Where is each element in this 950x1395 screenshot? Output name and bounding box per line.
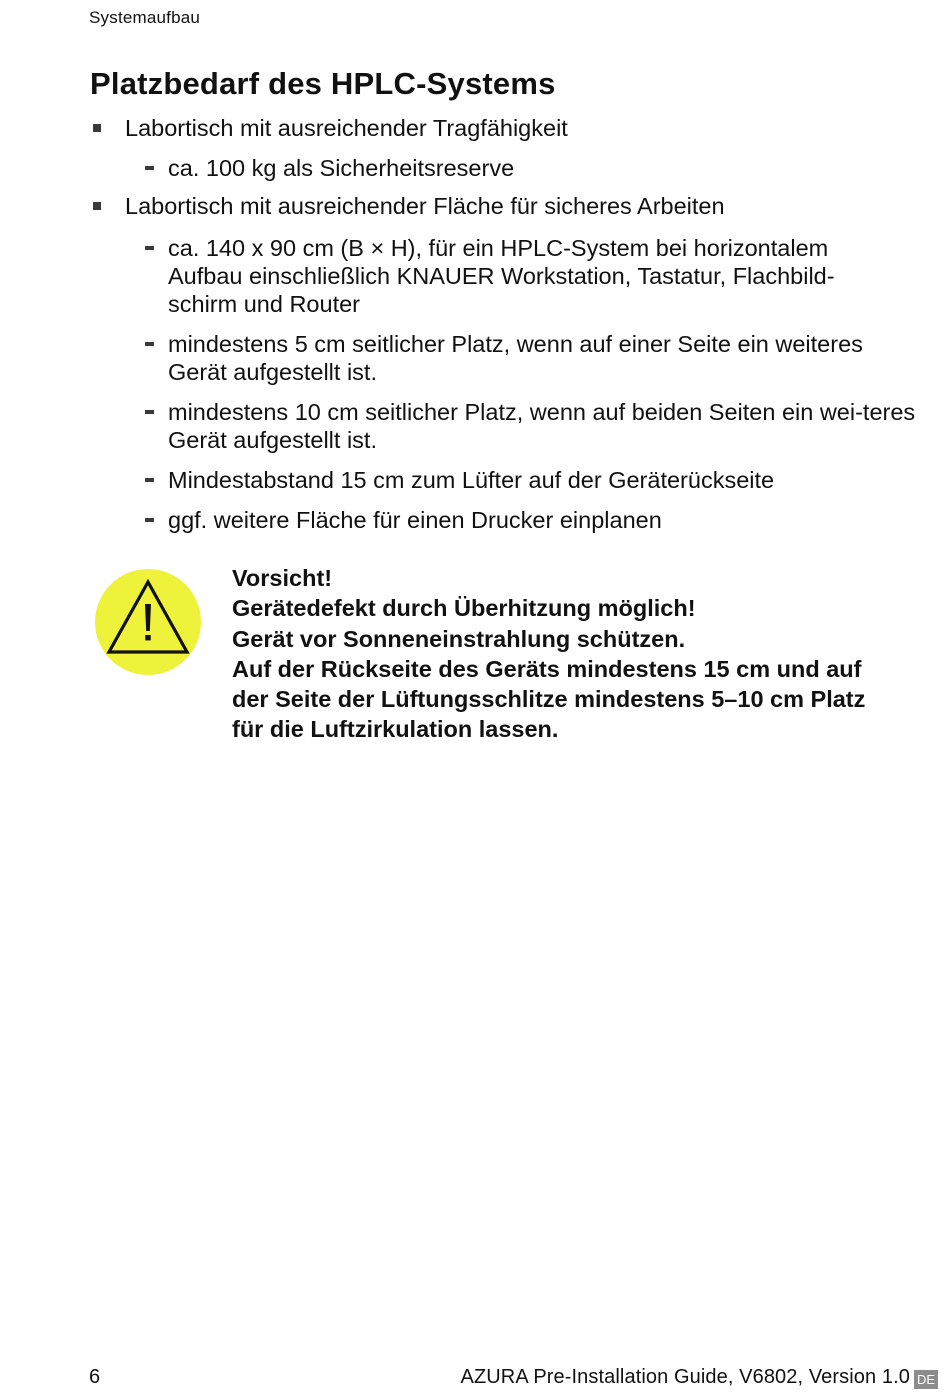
language-badge: DE: [914, 1370, 938, 1389]
caution-heading: Vorsicht!: [232, 565, 333, 591]
footer-document-title: AZURA Pre-Installation Guide, V6802, Version 1.0: [460, 1366, 910, 1388]
dash-bullet-icon: [145, 518, 154, 522]
caution-line: der Seite der Lüftungsschlitze mindestens 5–10 cm Platz: [232, 686, 866, 713]
caution-line: für die Luftzirkulation lassen.: [232, 716, 559, 743]
sub-item-text: mindestens 5 cm seitlicher Platz, wenn auf einer Seite ein weiteres Gerät aufgestellt ist.: [168, 331, 863, 385]
square-bullet-icon: [93, 124, 101, 132]
running-header: Systemaufbau: [89, 8, 201, 27]
sub-item-text: ca. 100 kg als Sicherheitsreserve: [168, 155, 515, 181]
sublist-work-surface: [90, 234, 920, 534]
sub-item: [125, 398, 920, 454]
dash-bullet-icon: [145, 246, 154, 250]
sub-item: [125, 506, 920, 534]
requirements-list: [90, 114, 920, 546]
caution-line: Gerätedefekt durch Überhitzung möglich!: [232, 595, 696, 622]
caution-line: Auf der Rückseite des Geräts mindestens 15 cm und auf: [232, 655, 862, 682]
warning-triangle-icon: [94, 568, 202, 676]
dash-bullet-icon: [145, 478, 154, 482]
dash-bullet-icon: [145, 166, 154, 170]
square-bullet-icon: [93, 202, 101, 210]
caution-line: Gerät vor Sonneneinstrahlung schützen.: [232, 625, 686, 652]
page-number: 6: [89, 1366, 101, 1388]
dash-bullet-icon: [145, 410, 154, 414]
sub-item-text: ca. 140 x 90 cm (B × H), für ein HPLC-System bei horizontalem Aufbau einschließlich KNAUER Workstation, Tastatur, Flachbild-schirm und Router: [168, 235, 835, 317]
list-item-text: Labortisch mit ausreichender Fläche für sicheres Arbeiten: [125, 193, 725, 219]
sub-item: [125, 154, 920, 182]
caution-notice: [232, 563, 922, 745]
sub-item-text: mindestens 10 cm seitlicher Platz, wenn auf beiden Seiten ein wei-teres Gerät aufgestellt ist.: [168, 399, 916, 453]
sublist-load-capacity: [90, 154, 920, 182]
sub-item-text: Mindestabstand 15 cm zum Lüfter auf der Geräterückseite: [168, 467, 775, 493]
sub-item: [125, 466, 920, 494]
list-item-load-capacity: [90, 114, 920, 142]
sub-item-text: ggf. weitere Fläche für einen Drucker einplanen: [168, 507, 662, 533]
sub-item: [125, 330, 920, 386]
sub-item: [125, 234, 873, 318]
page-title: Platzbedarf des HPLC-Systems: [90, 66, 556, 101]
list-item-text: Labortisch mit ausreichender Tragfähigkeit: [125, 115, 568, 141]
exclamation-dot: [145, 635, 150, 640]
list-item-work-surface: [90, 192, 920, 220]
dash-bullet-icon: [145, 342, 154, 346]
